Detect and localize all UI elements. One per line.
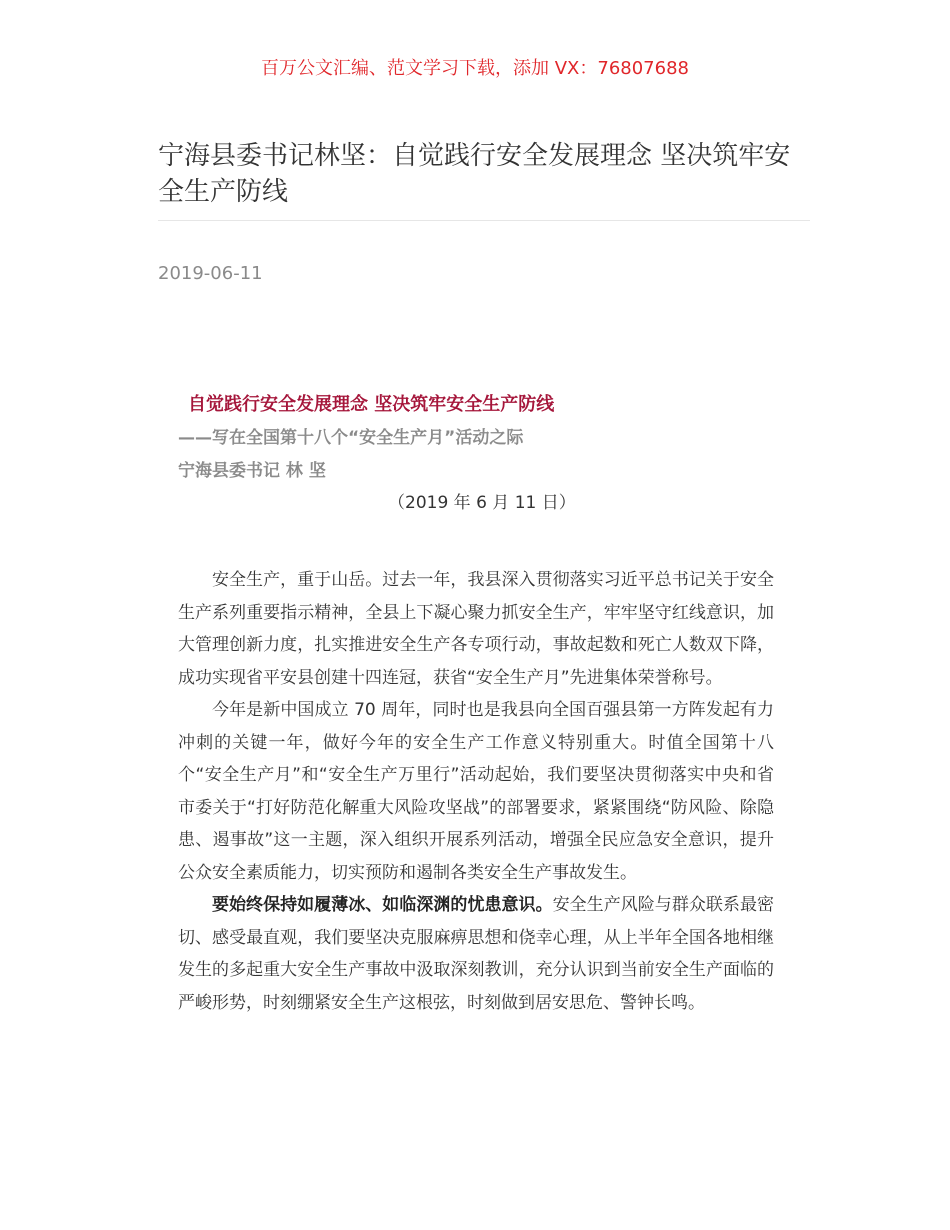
- article-body: [178, 392, 774, 1019]
- essay-subtitle: ——写在全国第十八个“安全生产月”活动之际: [178, 428, 524, 448]
- watermark-header-note: 百万公文汇编、范文学习下载，添加 VX：76807688: [261, 58, 689, 79]
- paragraph-text: 安全生产风险与群众联系最密切、感受最直观，我们要坚决克服麻痹思想和侥幸心理，从上半年全国各地相继发生的多起重大安全生产事故中汲取深刻教训，充分认识到当前安全生产面临的严峻形势，时刻绷紧安全生产这根弦，时刻做到居安思危、警钟长鸣。: [178, 895, 774, 1013]
- title-divider: [158, 220, 810, 221]
- paragraph-text: 安全生产，重于山岳。过去一年，我县深入贯彻落实习近平总书记关于安全生产系列重要指示精神，全县上下凝心聚力抓安全生产，牢牢坚守红线意识，加大管理创新力度，扎实推进安全生产各专项行动，事故起数和死亡人数双下降，成功实现省平安县创建十四连冠，获省“安全生产月”先进集体荣誉称号。: [178, 570, 774, 688]
- article-title: 宁海县委书记林坚：自觉践行安全发展理念 坚决筑牢安全生产防线: [158, 141, 791, 207]
- essay-date: （2019 年 6 月 11 日）: [388, 493, 576, 513]
- essay-title: 自觉践行安全发展理念 坚决筑牢安全生产防线: [188, 394, 555, 415]
- body-paragraph-2: [178, 694, 774, 889]
- paragraph-lead: 要始终保持如履薄冰、如临深渊的忧患意识。: [212, 895, 553, 915]
- body-paragraph-3: [178, 889, 774, 1019]
- body-paragraph-1: [178, 564, 774, 694]
- publish-date: 2019-06-11: [158, 263, 263, 284]
- essay-author: 宁海县委书记 林 坚: [178, 461, 326, 481]
- paragraph-text: 今年是新中国成立 70 周年，同时也是我县向全国百强县第一方阵发起有力冲刺的关键一年，做好今年的安全生产工作意义特别重大。时值全国第十八个“安全生产月”和“安全生产万里行”活动起始，我们要坚决贯彻落实中央和省市委关于“打好防范化解重大风险攻坚战”的部署要求，紧紧围绕“防风险、除隐患、遏事故”这一主题，深入组织开展系列活动，增强全民应急安全意识，提升公众安全素质能力，切实预防和遏制各类安全生产事故发生。: [178, 700, 774, 883]
